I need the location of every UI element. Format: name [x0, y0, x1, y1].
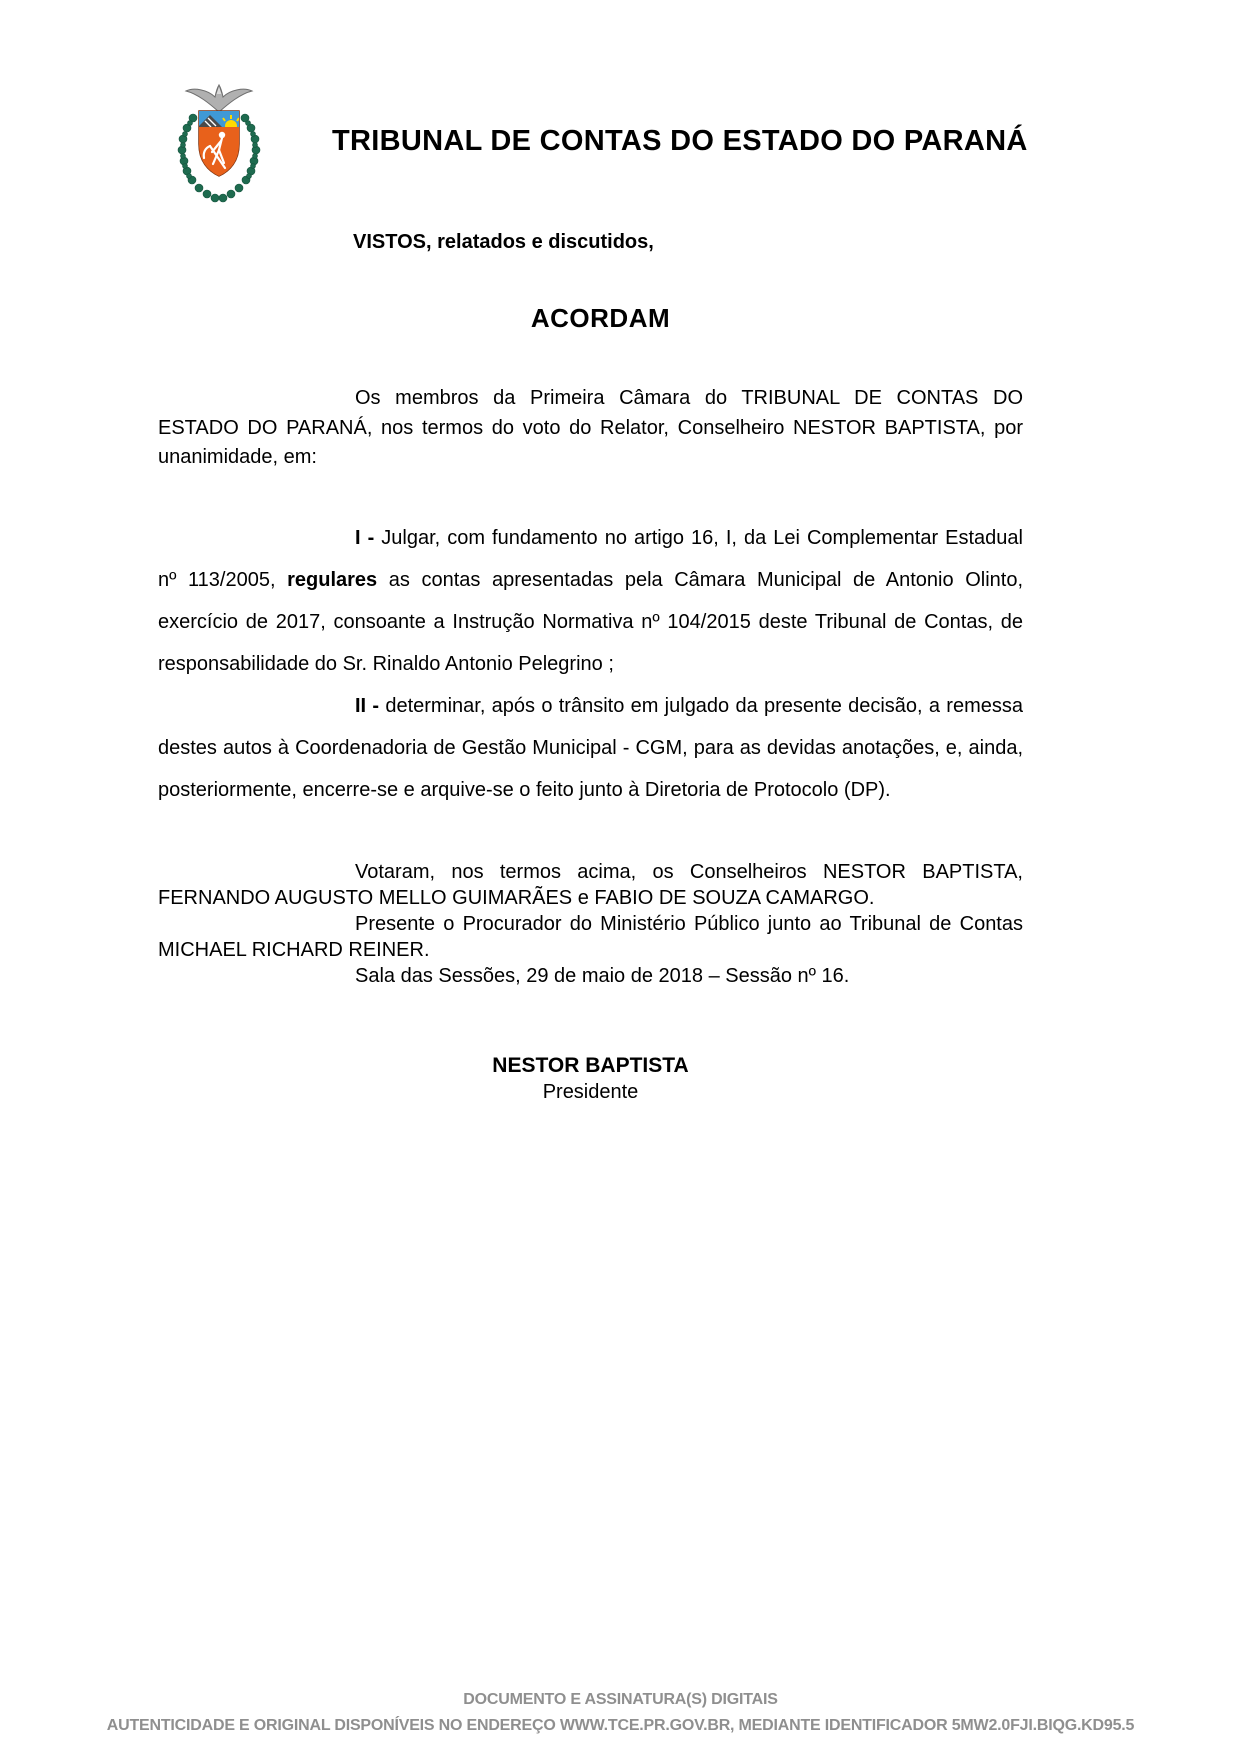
votes-paragraph: Votaram, nos termos acima, os Conselheiros NESTOR BAPTISTA, FERNANDO AUGUSTO MELLO GUIMARÃES e FABIO DE SOUZA CAMARGO. — [158, 860, 1023, 909]
signature-block — [158, 1053, 1023, 1105]
item-1-marker: I - — [355, 526, 375, 549]
opening-paragraph: Os membros da Primeira Câmara do TRIBUNAL DE CONTAS DO ESTADO DO PARANÁ, nos termos do voto do Relator, Conselheiro NESTOR BAPTISTA, por unanimidade, em: — [158, 387, 1023, 468]
acordam-heading: ACORDAM — [530, 303, 671, 333]
item-1-text-b: as contas apresentadas pela Câmara Municipal de Antonio Olinto, exercício de 2017, consoante a Instrução Normativa nº 104/2015 deste Tribunal de Contas, de responsabilidade do Sr. Rinaldo Antonio Pelegrino ; — [158, 568, 1024, 675]
item-2-paragraph — [158, 685, 1023, 811]
item-2-text: determinar, após o trânsito em julgado da presente decisão, a remessa destes autos à Coordenadoria de Gestão Municipal - CGM, para as devidas anotações, e, ainda, posteriormente, encerre-se e arquive-se o feito junto à Diretoria de Protocolo (DP). — [158, 694, 1023, 801]
document-footer — [0, 1687, 1241, 1739]
parana-coat-of-arms-icon — [172, 78, 266, 204]
session-line: Sala das Sessões, 29 de maio de 2018 – Sessão nº 16. — [355, 964, 850, 987]
signature-name: NESTOR BAPTISTA — [492, 1053, 689, 1077]
footer-line-2: AUTENTICIDADE E ORIGINAL DISPONÍVEIS NO ENDEREÇO WWW.TCE.PR.GOV.BR, MEDIANTE IDENTIFICADOR 5MW2.0FJI.BIQG.KD95.5 — [106, 1717, 1135, 1734]
document-header — [172, 78, 1028, 204]
item-1-paragraph — [158, 517, 1023, 685]
eagle — [186, 85, 252, 112]
document-title: TRIBUNAL DE CONTAS DO ESTADO DO PARANÁ — [332, 124, 1028, 157]
footer-line-1: DOCUMENTO E ASSINATURA(S) DIGITAIS — [463, 1691, 778, 1708]
item-1-text-a: Julgar, com fundamento no artigo 16, I, da Lei Complementar Estadual nº 113/2005, — [158, 526, 1023, 591]
shield — [198, 111, 239, 177]
item-1-bold-word: regulares — [287, 568, 378, 591]
closing-block — [158, 859, 1023, 989]
vistos-line: VISTOS, relatados e discutidos, — [353, 231, 654, 253]
signature-role: Presidente — [542, 1080, 639, 1103]
item-2-marker: II - — [355, 694, 380, 717]
prosecutor-paragraph: Presente o Procurador do Ministério Público junto ao Tribunal de Contas MICHAEL RICHARD REINER. — [158, 912, 1023, 961]
